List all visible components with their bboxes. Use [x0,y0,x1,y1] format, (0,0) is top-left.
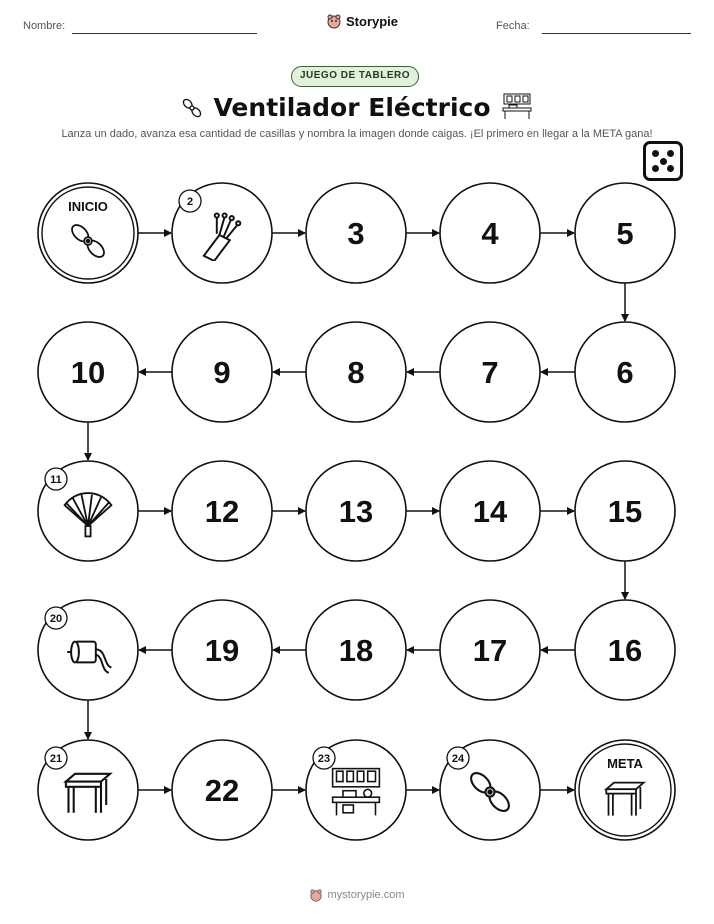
instructions: Lanza un dado, avanza esa cantidad de casillas y nombra la imagen donde caigas. ¡El primero en llegar a la META gana! [61,128,653,140]
footer-url: mystorypie.com [327,889,405,901]
space-number: 4 [481,216,499,251]
board-space [575,322,675,422]
board-space [172,183,272,283]
space-number: 23 [317,753,331,765]
board-space [440,600,540,700]
space-number: 2 [186,196,194,208]
board-space [306,461,406,561]
space-number: 8 [347,355,365,390]
board-space [38,740,138,840]
board-space [38,322,138,422]
board-space [440,183,540,283]
space-label: INICIO [68,199,108,214]
space-number: 14 [472,494,508,529]
space-number: 17 [472,633,508,668]
space-number: 20 [49,613,63,625]
board-cells [38,183,675,840]
space-number: 10 [70,355,106,390]
date-label: Fecha: [496,20,530,32]
space-number: 11 [50,474,62,486]
board-space [440,322,540,422]
space-number: 18 [338,633,374,668]
space-label: META [607,756,643,771]
title-text: Ventilador Eléctrico [213,93,491,122]
space-number: 9 [213,355,231,390]
space-number: 24 [451,753,465,765]
board-space [172,322,272,422]
game-type-badge: JUEGO DE TABLERO [291,66,419,87]
space-number: 6 [616,355,634,390]
board-space [575,461,675,561]
board-space [440,740,540,840]
space-number: 19 [204,633,240,668]
board-space [38,600,138,700]
space-number: 15 [607,494,643,529]
board-space [575,600,675,700]
board-space [440,461,540,561]
board-space [306,183,406,283]
board-space [38,461,138,561]
space-number: 16 [607,633,643,668]
space-number: 3 [347,216,365,251]
space-number: 5 [616,216,634,251]
goal-space [575,740,675,840]
start-space [38,183,138,283]
brand-name: Storypie [346,13,399,29]
board-space [172,600,272,700]
board-space [306,322,406,422]
space-number: 12 [204,494,240,529]
board-space [172,740,272,840]
space-number: 7 [481,355,499,390]
board-space [306,740,406,840]
footer [0,888,714,902]
board-space [172,461,272,561]
board-space [306,600,406,700]
space-number: 21 [49,753,63,765]
space-number: 13 [338,494,374,529]
storypie-mascot-icon [309,888,323,902]
name-label: Nombre: [23,20,66,32]
board-space [575,183,675,283]
space-number: 22 [204,773,240,808]
